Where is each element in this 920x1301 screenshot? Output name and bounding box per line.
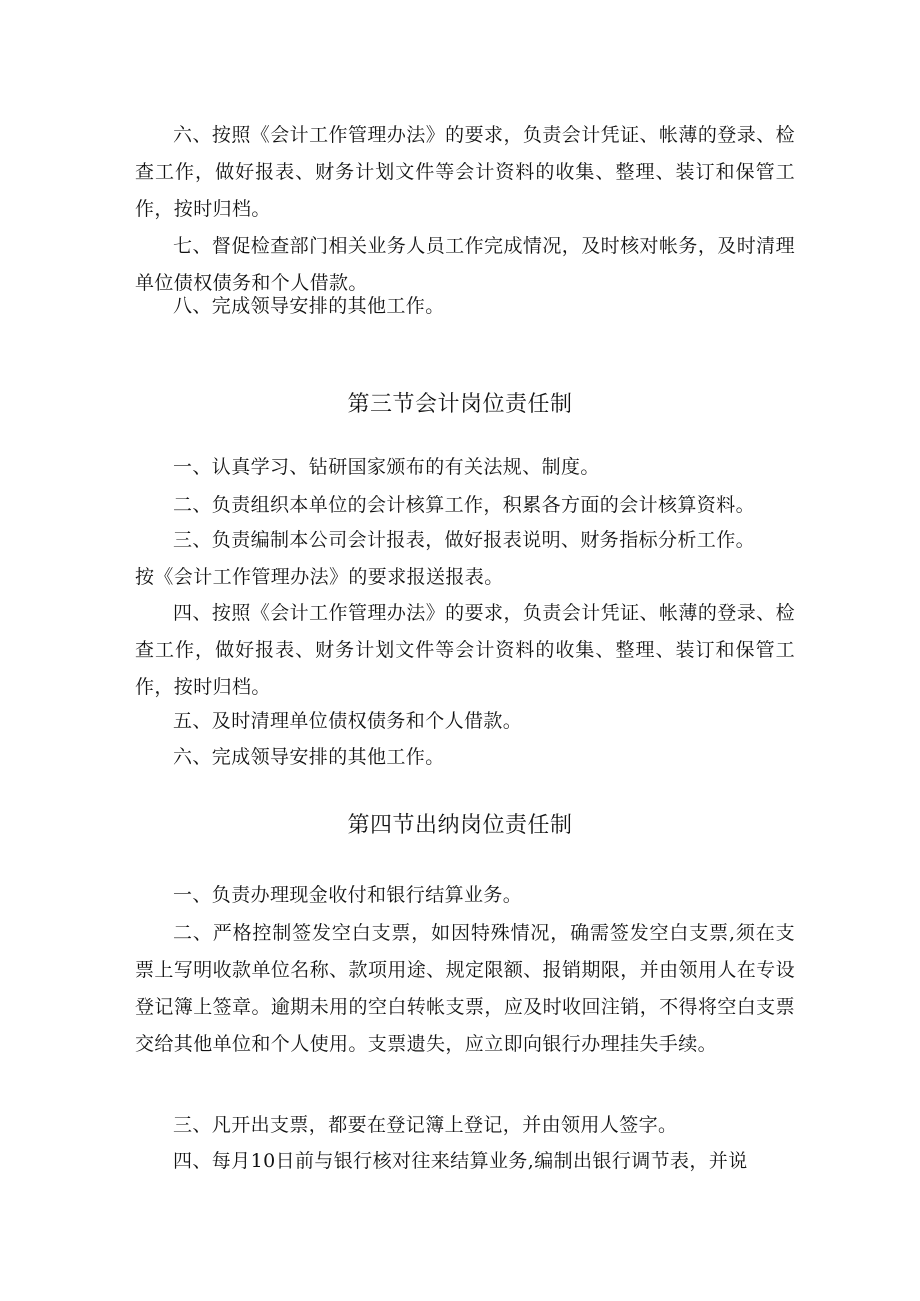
paragraph-section3-item3-continuation: 按《会计工作管理办法》的要求报送报表。 (135, 566, 504, 588)
paragraph-section3-item6: 六、完成领导安排的其他工作。 (173, 746, 445, 768)
paragraph-section2-item8: 八、完成领导安排的其他工作。 (173, 295, 445, 317)
paragraph-section3-item3: 三、负责编制本公司会计报表，做好报表说明、财务指标分析工作。 (173, 529, 756, 551)
paragraph-section2-item6: 六、按照《会计工作管理办法》的要求，负责会计凭证、帐薄的登录、检查工作，做好报表、财务计划文件等会计资料的收集、整理、装订和保管工作，按时归档。 (135, 124, 795, 220)
paragraph-section4-item3: 三、凡开出支票，都要在登记簿上登记，并由领用人签字。 (173, 1114, 678, 1136)
paragraph-section3-item5: 五、及时清理单位债权债务和个人借款。 (173, 710, 523, 732)
paragraph-section3-item4: 四、按照《会计工作管理办法》的要求，负责会计凭证、帐薄的登录、检查工作，做好报表、财务计划文件等会计资料的收集、整理、装订和保管工作，按时归档。 (135, 602, 795, 698)
paragraph-section3-item1: 一、认真学习、钻研国家颁布的有关法规、制度。 (173, 456, 600, 478)
paragraph-section4-item4: 四、每月10日前与银行核对往来结算业务,编制出银行调节表，并说 (173, 1150, 748, 1172)
paragraph-section4-item1: 一、负责办理现金收付和银行结算业务。 (173, 884, 523, 906)
section3-heading: 第三节会计岗位责任制 (347, 392, 573, 417)
paragraph-section3-item2: 二、负责组织本单位的会计核算工作，积累各方面的会计核算资料。 (173, 494, 756, 516)
section4-heading: 第四节出纳岗位责任制 (347, 813, 573, 838)
paragraph-section2-item7: 七、督促检查部门相关业务人员工作完成情况，及时核对帐务，及时清理单位债权债务和个人借款。 (135, 235, 795, 294)
paragraph-section4-item2: 二、严格控制签发空白支票，如因特殊情况，确需签发空白支票,须在支票上写明收款单位名称、款项用途、规定限额、报销期限，并由领用人在专设登记簿上签章。逾期未用的空白转帐支票，应及时收回注销，不得将空白支票交给其他单位和个人使用。支票遗失，应立即向银行办理挂失手续。 (135, 922, 795, 1055)
